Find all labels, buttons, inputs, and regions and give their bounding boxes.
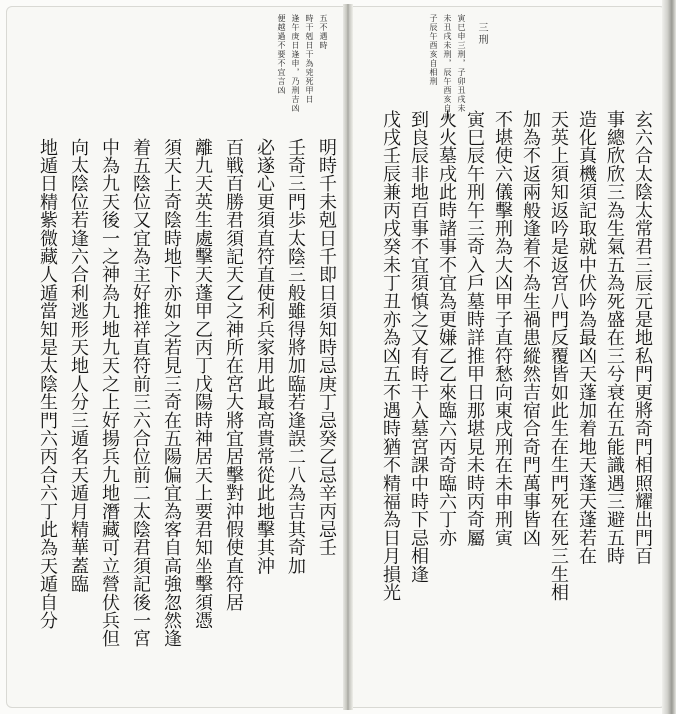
left-text-column: 百戦百勝君須記天乙之神所在宮大將宜居擊對沖假使直符居: [223, 138, 244, 612]
left-text-column: 着五陰位又宜為主好推祥直符前三六合位前二太陰君須記後一宮: [130, 138, 151, 648]
page-edge: [662, 0, 676, 714]
right-text-column: 不堪使六儀擊刑為大凶甲子直符愁向東戌刑在未申刑寅: [492, 110, 513, 547]
left-text-column: 向太陰位若逢六合利逃形天地人分三遁名天遁月精華蓋臨: [68, 138, 89, 593]
left-text-column: 壬奇三門歩太陰三般雖得將加臨若逢誤二八為吉其奇加: [285, 138, 306, 575]
left-text-column: 須天上奇陰時地下亦如之若見三奇在五陽偏宜為客自高強忽然逢: [161, 138, 182, 648]
left-note: 時干剋日干為兇死甲日: [305, 14, 314, 104]
left-text-column: 中為九天後一之神為九地九天之上好揚兵九地潛藏可立營伏兵但: [99, 138, 120, 648]
right-text-column: 加為不返兩般逢着不為生禍患縱然吉宿合奇門萬事皆凶: [520, 110, 541, 547]
left-text-column: 必遂心更須直符直使利兵家用此最高貴常從此地擊其沖: [254, 138, 275, 575]
left-text-column: 明時千未剋日千即日須知時忌庚丁忌癸乙忌辛丙忌壬: [316, 138, 337, 557]
right-note: 未丑戌未刑，辰午酉亥自刑: [443, 14, 452, 122]
right-note: 寅巳申三刑，子卯丑戌未: [457, 14, 466, 113]
right-text-column: 火火墓戌此時諸事不宜為更嫌乙乙來臨六丙奇臨六丁亦: [436, 110, 457, 547]
book-gutter: [343, 4, 353, 710]
left-note: 逢午庚日逢申，乃刑吉凶: [291, 14, 300, 113]
left-text-column: 離九天英生處擊天蓬甲乙丙丁戊陽時神居天上要君知坐擊須憑: [192, 138, 213, 630]
right-text-column: 天英上須知返吟是返宮八門反覆皆如此生在生門死在死三生相: [548, 110, 569, 602]
right-text-column: 戊戌壬辰兼丙戌癸未丁丑亦為凶五不遇時猶不精福為日月損光: [380, 110, 401, 602]
right-text-column: 到良辰非地百事不宜須慎之又有時干入墓宮課中時下忌相逢: [408, 110, 429, 584]
left-text-column: 地遁日精紫微藏人遁當知是太陰生門六丙合六丁此為天遁自分: [37, 138, 58, 630]
right-text-column: 玄六合太陰太常君三辰元是地私門更將奇門相照耀出門百: [632, 110, 653, 565]
left-note: 五不遇時: [319, 14, 328, 50]
right-note: 子辰午酉亥自相刑: [429, 14, 438, 86]
right-text-column: 造化真機須記取就中伏吟為最凶天蓬加着地天蓬天蓬若在: [576, 110, 597, 565]
right-text-column: 事總欣欣三為生氣五為死盛在三兮衰在五能識遇三避五時: [604, 110, 625, 565]
section-heading: 三刑: [476, 22, 487, 46]
left-note: 便越過不要不宜言凶: [277, 14, 286, 95]
right-text-column: 寅巳辰午刑午三奇入戶墓時詳推甲日那堪見未時丙奇屬: [464, 110, 485, 547]
